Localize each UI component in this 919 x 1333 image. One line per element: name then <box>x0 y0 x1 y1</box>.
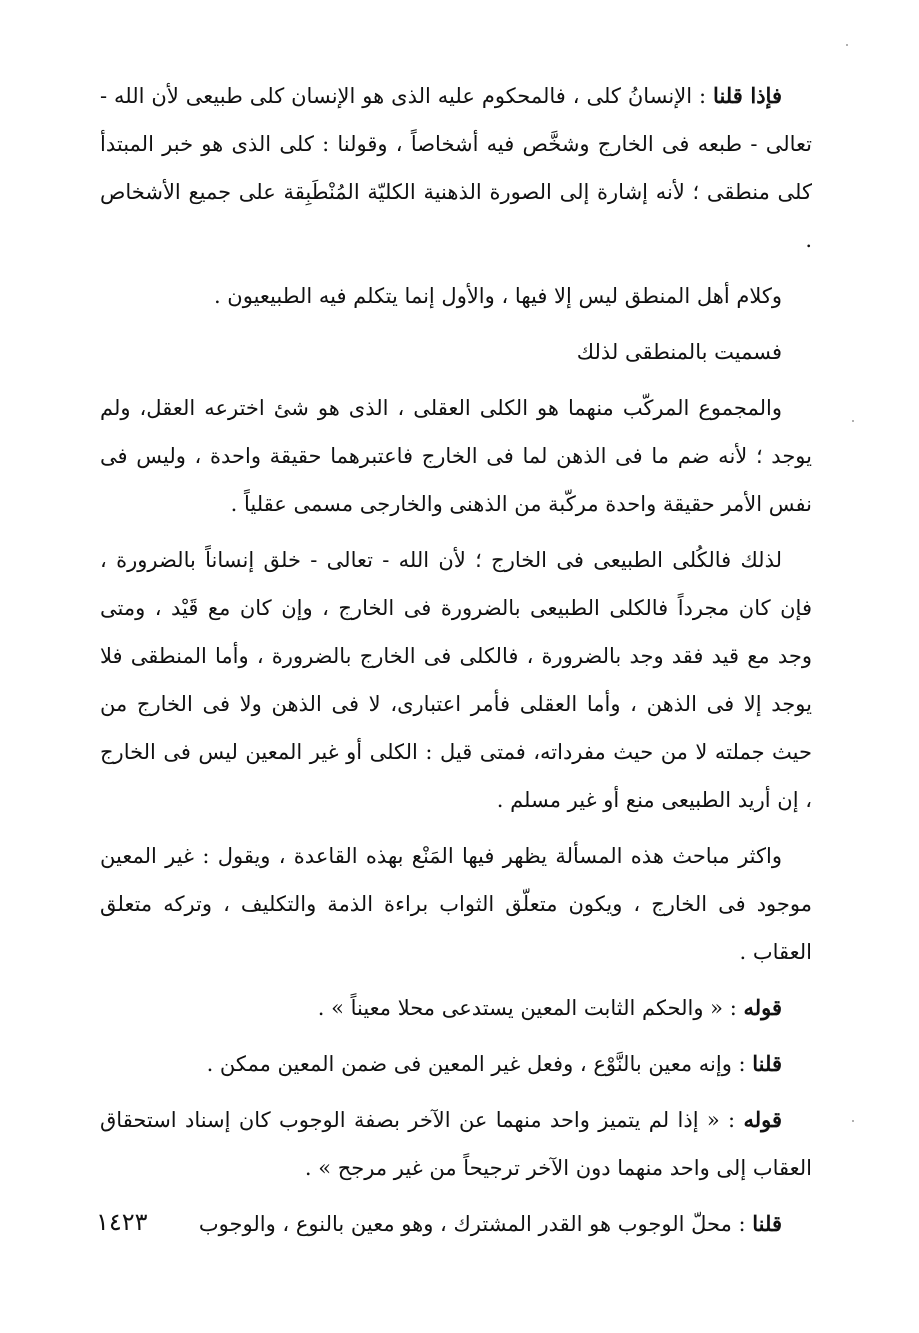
paragraph-text: : « والحكم الثابت المعين يستدعى محلا معيناً » . <box>317 996 744 1020</box>
paragraph-1 <box>100 72 812 264</box>
paragraph-text: : الإنسانُ كلى ، فالمحكوم عليه الذى هو الإنسان كلى طبيعى لأن الله - تعالى - طبعه فى الخارج وشخَّص فيه أشخاصاً ، وقولنا : كلى الذى هو خبر المبتدأ كلى منطقى ؛ لأنه إشارة إلى الصورة الذهنية الكليّة المُنْطَبِقة على جميع الأشخاص . <box>100 84 812 252</box>
paragraph-text: : وإنه معين بالنَّوْع ، وفعل غير المعين فى ضمن المعين ممكن . <box>206 1052 753 1076</box>
body-text <box>100 72 812 1256</box>
paragraph-2 <box>100 272 812 320</box>
scan-speck <box>852 420 854 422</box>
paragraph-text: لذلك فالكُلى الطبيعى فى الخارج ؛ لأن الله - تعالى - خلق إنساناً بالضرورة ، فإن كان مجرداً فالكلى الطبيعى بالضرورة فى الخارج ، وإن كان مع قَيْد ، ومتى وجد مع قيد فقد وجد بالضرورة ، فالكلى فى الخارج بالضرورة ، وأما المنطقى فلا يوجد إلا فى الذهن ، وأما العقلى فأمر اعتبارى، لا فى الذهن ولا فى الخارج من حيث جملته لا من حيث مفرداته، فمتى قيل : الكلى أو غير المعين ليس فى الخارج ، إن أريد الطبيعى منع أو غير مسلم . <box>100 548 812 812</box>
paragraph-9 <box>100 1096 812 1192</box>
paragraph-10 <box>100 1200 812 1248</box>
paragraph-6 <box>100 832 812 976</box>
paragraph-text: وكلام أهل المنطق ليس إلا فيها ، والأول إنما يتكلم فيه الطبيعيون . <box>213 284 782 308</box>
paragraph-lead: قوله <box>743 1107 782 1132</box>
paragraph-text: فسميت بالمنطقى لذلك <box>576 340 782 364</box>
paragraph-text: واكثر مباحث هذه المسألة يظهر فيها المَنْع بهذه القاعدة ، ويقول : غير المعين موجود فى الخارج ، ويكون متعلّق الثواب براءة الذمة والتكليف ، وتركه متعلق العقاب . <box>100 844 812 964</box>
paragraph-5 <box>100 536 812 824</box>
paragraph-lead: قلنا <box>752 1211 782 1236</box>
paragraph-lead: فإذا قلنا <box>713 83 782 108</box>
paragraph-lead: قوله <box>743 995 782 1020</box>
paragraph-lead: قلنا <box>752 1051 782 1076</box>
paragraph-7 <box>100 984 812 1032</box>
paragraph-4 <box>100 384 812 528</box>
scan-speck <box>852 1120 854 1122</box>
scan-speck <box>846 44 848 46</box>
paragraph-3 <box>100 328 812 376</box>
paragraph-8 <box>100 1040 812 1088</box>
paragraph-text: والمجموع المركّب منهما هو الكلى العقلى ، الذى هو شئ اخترعه العقل، ولم يوجد ؛ لأنه ضم ما فى الذهن لما فى الخارج فاعتبرهما حقيقة واحدة ، وليس فى نفس الأمر حقيقة واحدة مركّبة من الذهنى والخارجى مسمى عقلياً . <box>100 396 812 516</box>
page-number: ١٤٢٣ <box>96 1208 148 1236</box>
paragraph-text: : محلّ الوجوب هو القدر المشترك ، وهو معين بالنوع ، والوجوب <box>198 1212 753 1236</box>
paragraph-text: : « إذا لم يتميز واحد منهما عن الآخر بصفة الوجوب كان إسناد استحقاق العقاب إلى واحد منهما دون الآخر ترجيحاً من غير مرجح » . <box>100 1108 812 1180</box>
